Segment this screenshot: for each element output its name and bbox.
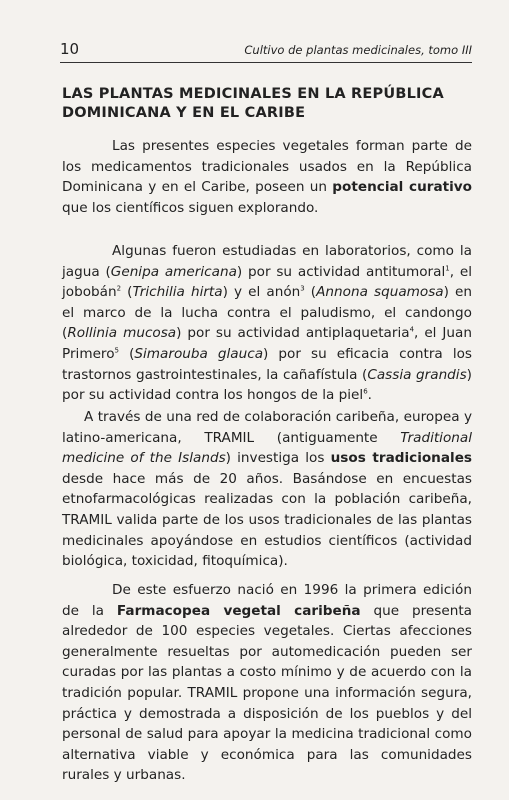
p2-t1: Algunas fueron estudiadas en laboratorios, como la jagua ( xyxy=(62,243,472,280)
p4-t2: que presenta alrededor de 100 especies vegetales. Ciertas afecciones generalmente resueltas por automedicación pueden ser curadas por las plantas a costo mínimo y de acuerdo con la tradición popular. TRAMIL propone una información segura, práctica y demostrada a disposición de los pueblos y del personal de salud para apoyar la medicina tradicional como alternativa viable y económica para las comunidades rurales y urbanas. xyxy=(62,602,472,784)
paragraph-2 xyxy=(62,241,472,406)
p3-t3: desde hace más de 20 años. Basándose en encuestas etnofarmacológicas realizadas con la población caribeña, TRAMIL valida parte de los usos tradicionales de las plantas medicinales apoyándose en estudios científicos (actividad biológica, toxicidad, fitoquímica). xyxy=(62,470,472,570)
p2-i1: Genipa americana xyxy=(110,263,237,280)
p2-s3: 3 xyxy=(300,284,305,293)
p2-i3: Annona squamosa xyxy=(316,284,444,301)
p2-t8: ) por su actividad antiplaquetaria xyxy=(176,325,410,342)
p2-s6: 6 xyxy=(363,387,368,396)
p3-t2: ) investiga los xyxy=(225,450,331,467)
p2-t6: ( xyxy=(304,284,317,301)
p4-t1: De este esfuerzo nació en 1996 la primera edición de la xyxy=(62,582,472,619)
p2-s5: 5 xyxy=(114,346,120,355)
p2-t7: ) en el marco de la lucha contra el paludismo, el candongo ( xyxy=(62,284,473,342)
p2-t10: ( xyxy=(119,345,135,362)
p2-i4: Rollinia mucosa xyxy=(67,325,177,342)
page-header xyxy=(60,40,472,63)
paragraph-3 xyxy=(62,407,472,572)
p2-t9: , el Juan Primero xyxy=(62,325,472,362)
p2-i6: Cassia grandis xyxy=(367,366,467,383)
paragraph-4 xyxy=(62,580,472,786)
chapter-title: LAS PLANTAS MEDICINALES EN LA REPÚBLICA DOMINICANA Y EN EL CARIBE xyxy=(62,86,444,121)
running-title: Cultivo de plantas medicinales, tomo III xyxy=(244,43,472,57)
p2-t4: ( xyxy=(121,284,133,301)
page-number: 10 xyxy=(60,40,80,58)
p2-i5: Simarouba glauca xyxy=(134,345,264,362)
p1-text-b: que los científicos siguen explorando. xyxy=(62,199,319,216)
p2-t2: ) por su actividad antitumoral xyxy=(236,263,446,280)
p2-t13: . xyxy=(367,387,372,404)
p2-t11: ) por su eficacia contra los trastornos gastrointestinales, la cañafístula ( xyxy=(62,345,472,383)
p2-i2: Trichilia hirta xyxy=(132,284,223,301)
p2-s1: 1 xyxy=(445,264,450,273)
p3-i1: Traditional medicine of the Islands xyxy=(62,429,472,467)
paragraph-1 xyxy=(62,136,472,218)
p4-b1: Farmacopea vegetal caribeña xyxy=(116,602,361,619)
p3-t1: A través de una red de colaboración caribeña, europea y latino-americana, TRAMIL (antiguamente xyxy=(62,409,472,446)
p2-t3: , el jobobán xyxy=(62,263,472,301)
p2-s4: 4 xyxy=(409,325,415,334)
p2-s2: 2 xyxy=(116,284,122,293)
p1-bold: potencial curativo xyxy=(332,179,472,196)
p1-text-a: Las presentes especies vegetales forman parte de los medicamentos tradicionales usados en la República Dominicana y en el Caribe, poseen un xyxy=(62,138,472,196)
p2-t5: ) y el anón xyxy=(222,284,301,301)
p2-t12: ) por su actividad contra los hongos de la piel xyxy=(62,366,472,404)
p3-b1: usos tradicionales xyxy=(330,450,473,467)
